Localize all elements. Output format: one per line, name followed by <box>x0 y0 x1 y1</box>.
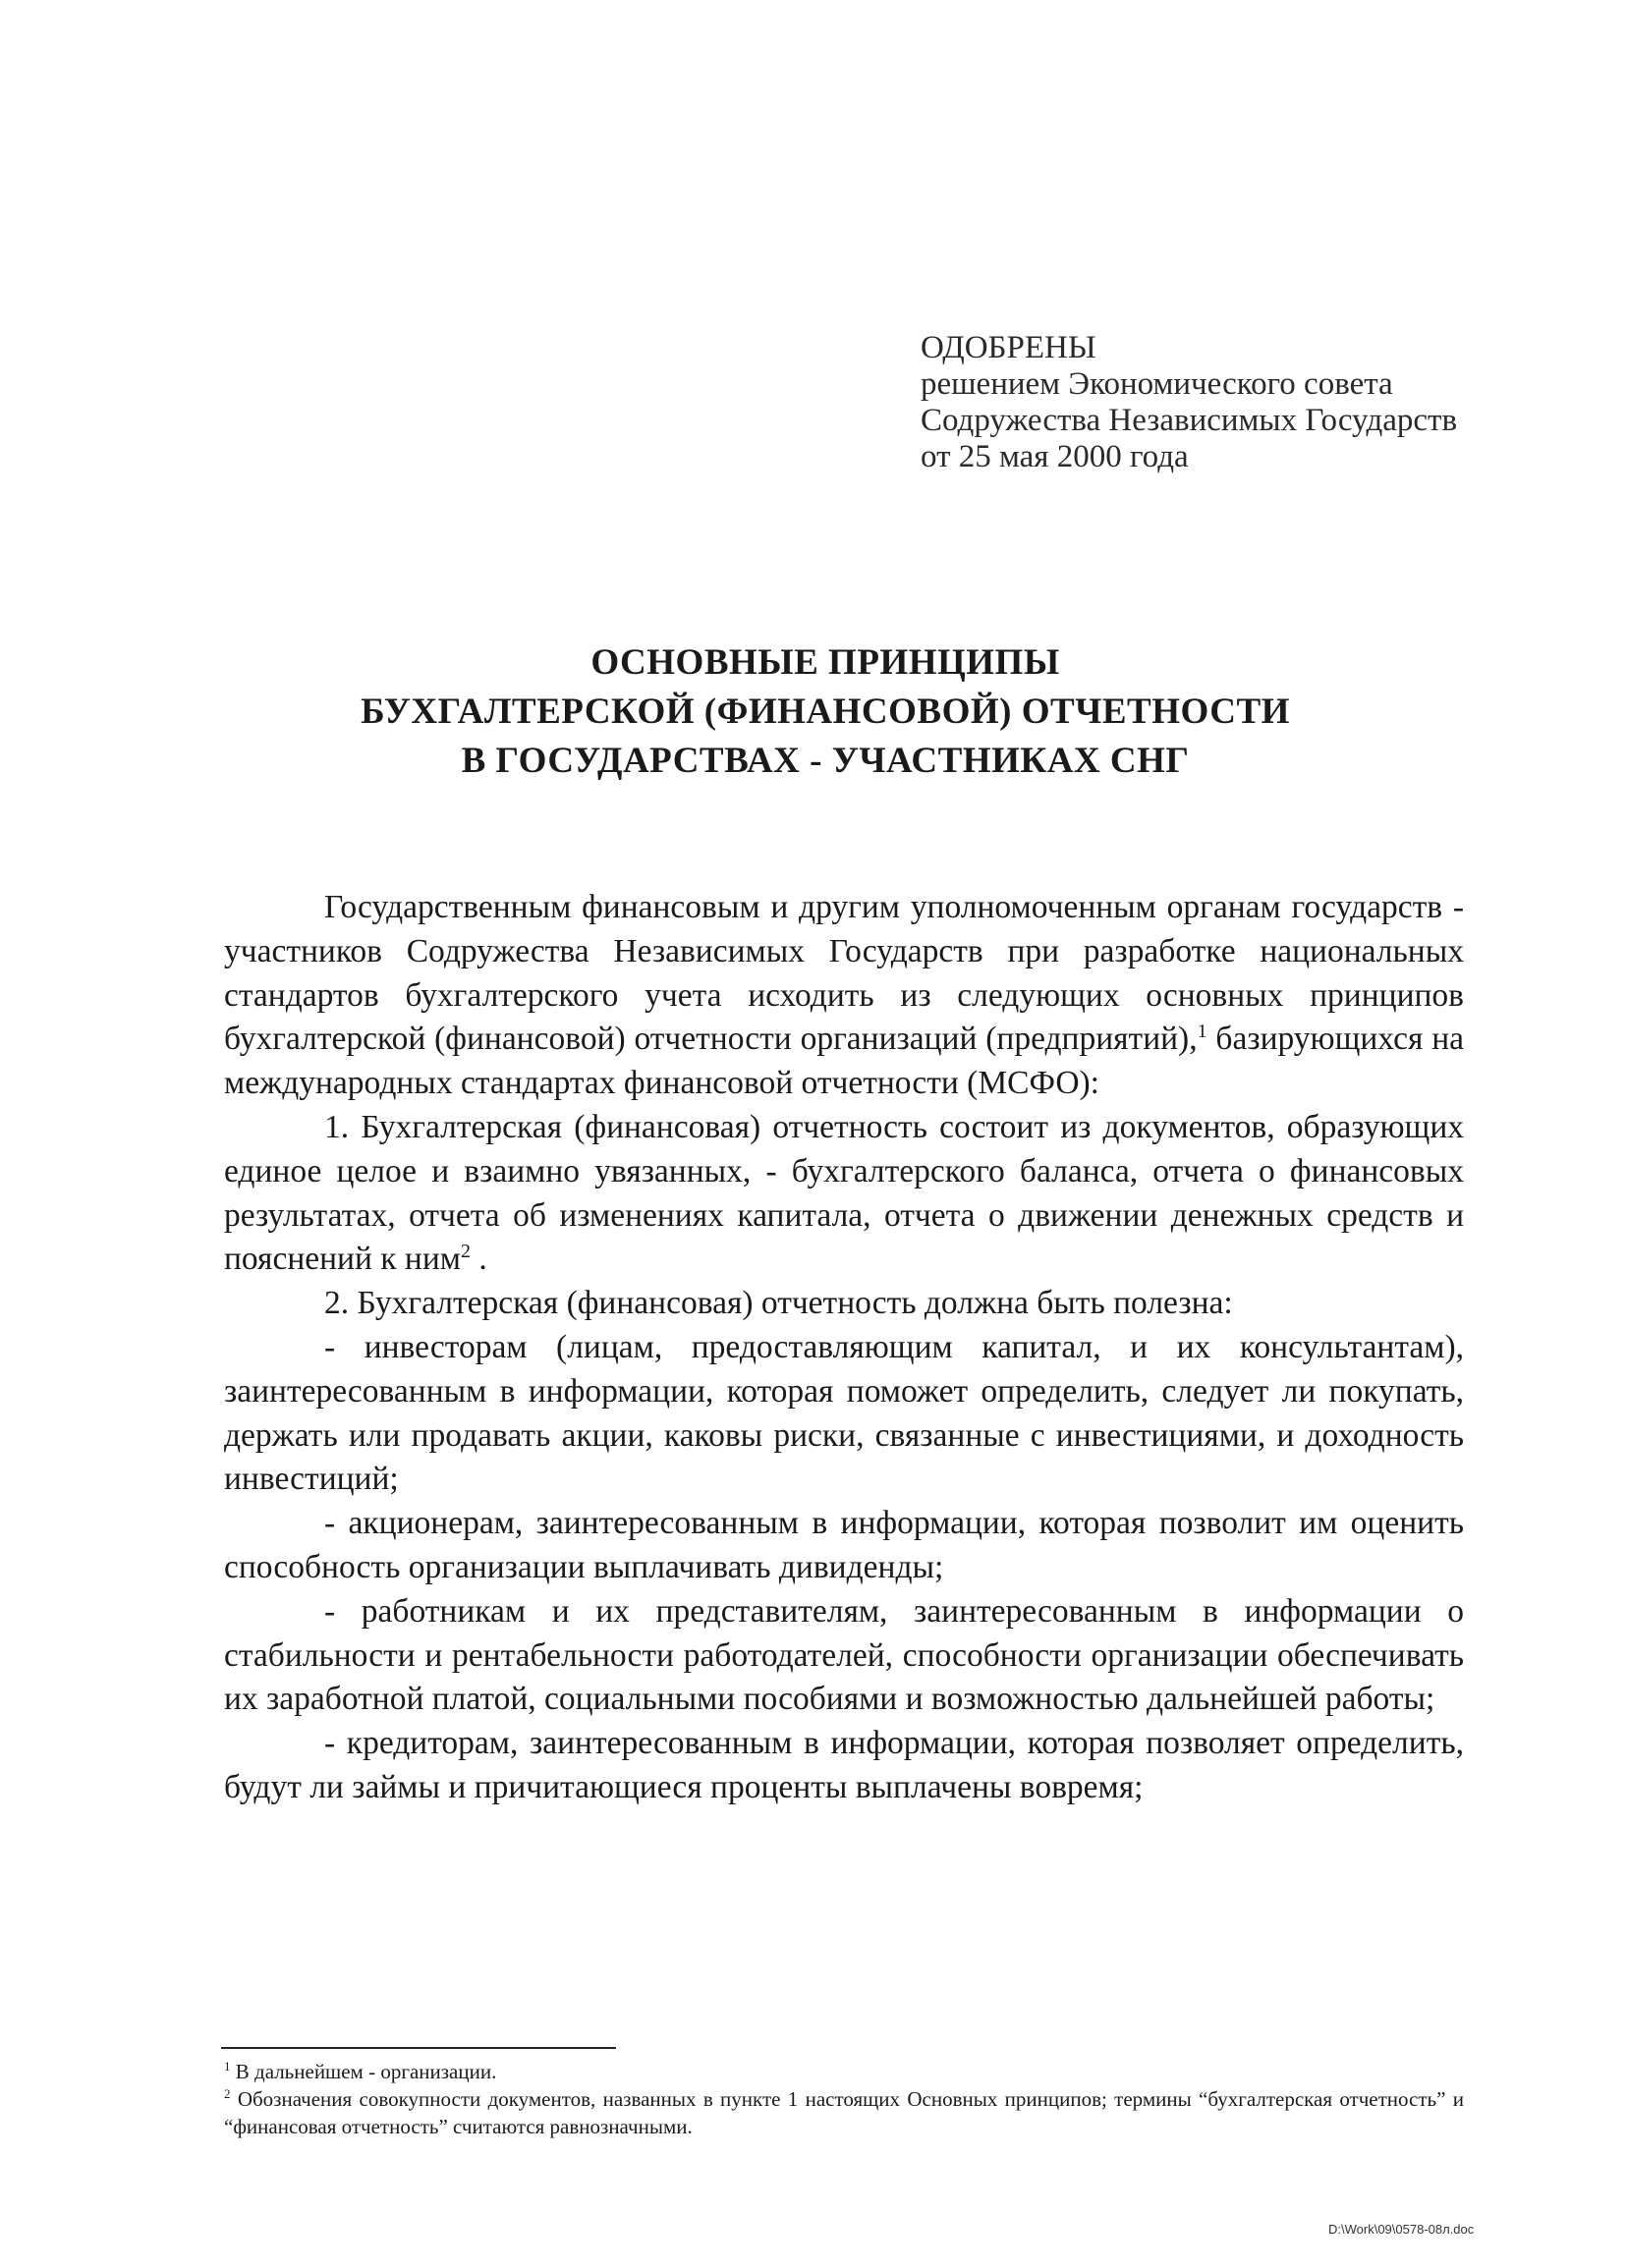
bullet-creditors: - кредиторам, заинтересованным в информации, которая позволяет определить, будут ли займы и причитающиеся проценты выплачены вовремя; <box>224 1725 1464 1805</box>
item-2-paragraph: 2. Бухгалтерская (финансовая) отчетность должна быть полезна: <box>324 1285 1233 1322</box>
approval-organization-line: Содружества Независимых Государств <box>921 403 1458 438</box>
title-line-2: БУХГАЛТЕРСКОЙ (ФИНАНСОВОЙ) ОТЧЕТНОСТИ <box>361 691 1290 732</box>
footnotes <box>224 2058 1464 2140</box>
file-path-footer: D:\Work\09\0578-08л.doc <box>1328 2222 1475 2237</box>
approval-date-line: от 25 мая 2000 года <box>921 439 1189 474</box>
footnote-ref-1: 1 <box>1197 1021 1207 1043</box>
document-title <box>196 638 1454 786</box>
footnote-separator <box>221 2047 616 2049</box>
footnote-2: $^2$ Обозначения совокупности документов, названных в пункте 1 настоящих Основных принципов; термины “бухгалтерская отчетность” и “финансовая отчетность” считаются равнозначными. <box>224 2086 1464 2138</box>
item-1-paragraph: 1. Бухгалтерская (финансовая) отчетность состоит из документов, образующих единое целое и взаимно увязанных, - бухгалтерского баланса, отчета о финансовых результатах, отчета об изменениях капитала, отчета о движении денежных средств и пояснений к ним$^2$ . <box>224 1108 1464 1278</box>
intro-paragraph: Государственным финансовым и другим уполномоченным органам государств - участников Содружества Независимых Государств при разработке национальных стандартов бухгалтерского учета исходить из следующих основных принципов бухгалтерской (финансовой) отчетности организаций (предприятий),$^1$ базирующихся на международных стандартах финансовой отчетности (МСФО): <box>224 889 1464 1102</box>
approval-heading: ОДОБРЕНЫ <box>921 330 1096 365</box>
title-line-3: В ГОСУДАРСТВАХ - УЧАСТНИКАХ СНГ <box>461 741 1190 781</box>
bullet-employees: - работникам и их представителям, заинтересованным в информации о стабильности и рентабельности работодателей, способности организации обеспечивать их заработной платой, социальными пособиями и возможностью дальнейшей работы; <box>224 1592 1464 1718</box>
footnote-ref-2: 2 <box>460 1241 471 1263</box>
bullet-shareholders: - акционерам, заинтересованным в информации, которая позволит им оценить способность организации выплачивать дивиденды; <box>224 1505 1464 1585</box>
approval-stamp-block <box>921 330 1589 475</box>
title-line-1: ОСНОВНЫЕ ПРИНЦИПЫ <box>590 642 1060 683</box>
footnote-1: $^1$ В дальнейшем - организации. <box>224 2059 497 2083</box>
approval-decision-line: решением Экономического совета <box>921 366 1393 402</box>
bullet-investors: - инвесторам (лицам, предоставляющим капитал, и их консультантам), заинтересованным в информации, которая поможет определить, следует ли покупать, держать или продавать акции, каковы риски, связанные с инвестициями, и доходность инвестиций; <box>224 1328 1464 1498</box>
document-body <box>224 886 1464 1810</box>
